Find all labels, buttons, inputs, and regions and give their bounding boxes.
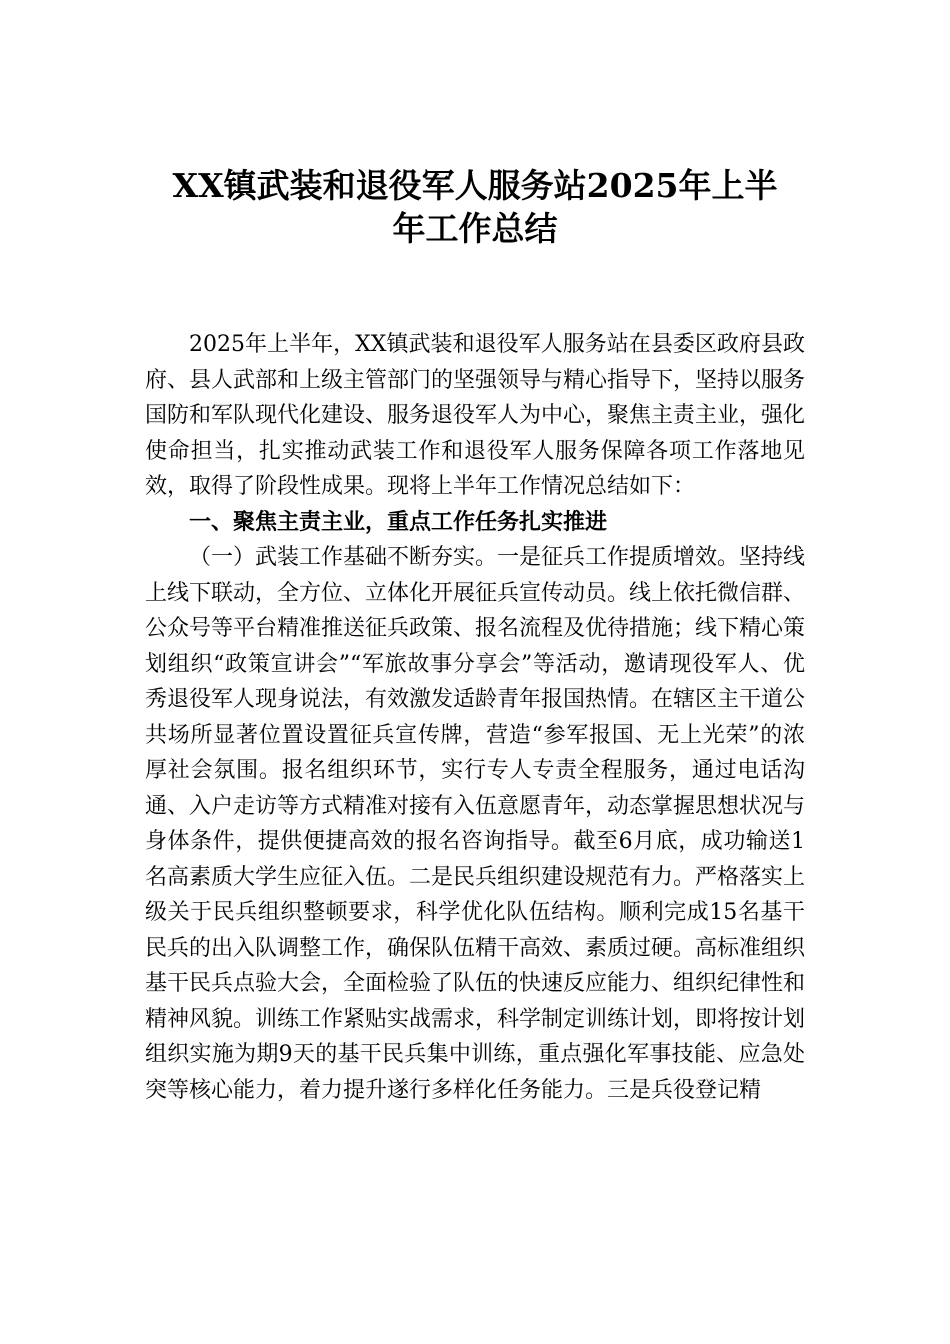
intro-paragraph: 2025年上半年，XX镇武装和退役军人服务站在县委区政府县政府、县人武部和上级主管部门的坚强领导与精心指导下，坚持以服务国防和军队现代化建设、服务退役军人为中心，聚焦主责主业，强化使命担当，扎实推动武装工作和退役军人服务保障各项工作落地见效，取得了阶段性成果。现将上半年工作情况总结如下： xyxy=(145,332,806,499)
document-body xyxy=(145,327,805,1108)
document-title-line-1: XX镇武装和退役军人服务站2025年上半 xyxy=(172,166,778,205)
section-1-heading: 一、聚焦主责主业，重点工作任务扎实推进 xyxy=(189,509,608,535)
document-title-line-2: 年工作总结 xyxy=(392,209,558,248)
section-1-paragraph-1: （一）武装工作基础不断夯实。一是征兵工作提质增效。坚持线上线下联动，全方位、立体化开展征兵宣传动员。线上依托微信群、公众号等平台精准推送征兵政策、报名流程及优待措施；线下精心策划组织“政策宣讲会”“军旅故事分享会”等活动，邀请现役军人、优秀退役军人现身说法，有效激发适龄青年报国热情。在辖区主干道公共场所显著位置设置征兵宣传牌，营造“参军报国、无上光荣”的浓厚社会氛围。报名组织环节，实行专人专责全程服务，通过电话沟通、入户走访等方式精准对接有入伍意愿青年，动态掌握思想状况与身体条件，提供便捷高效的报名咨询指导。截至6月底，成功输送1名高素质大学生应征入伍。二是民兵组织建设规范有力。严格落实上级关于民兵组织整顿要求，科学优化队伍结构。顺利完成15名基干民兵的出入队调整工作，确保队伍精干高效、素质过硬。高标准组织基干民兵点验大会，全面检验了队伍的快速反应能力、组织纪律性和精神风貌。训练工作紧贴实战需求，科学制定训练计划，即将按计划组织实施为期9天的基干民兵集中训练，重点强化军事技能、应急处突等核心能力，着力提升遂行多样化任务能力。三是兵役登记精 xyxy=(145,545,806,1103)
